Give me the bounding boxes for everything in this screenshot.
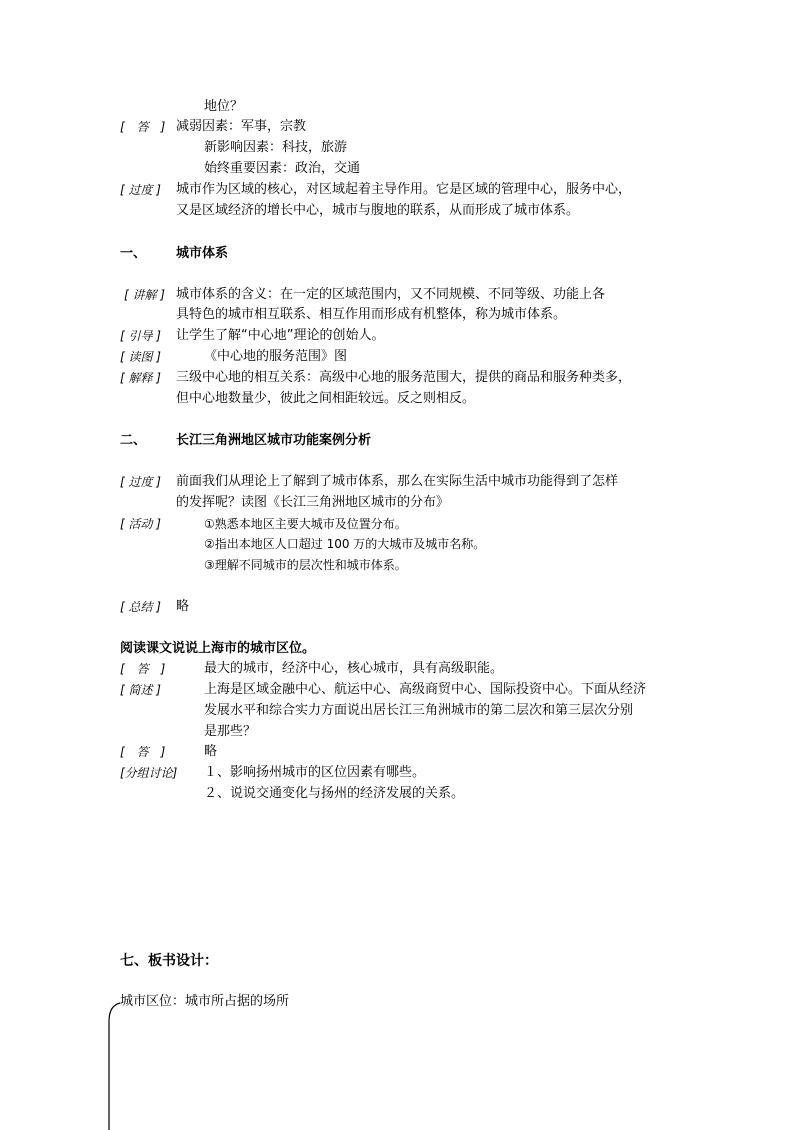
text-line: 新影响因素：科技，旅游 — [204, 140, 348, 155]
text-line: ②指出本地区人口超过 100 万的大城市及城市名称。 — [204, 537, 486, 551]
label-tag: [ 答 ] — [120, 662, 166, 676]
label-tag: [ 解释 ] — [120, 371, 161, 385]
label-tag: [ 活动 ] — [120, 517, 161, 531]
text-line: 是那些？ — [204, 724, 257, 739]
label-tag: [分组讨论] — [120, 766, 178, 780]
label-tag: [ 读图 ] — [120, 350, 161, 364]
label-tag: [ 简述 ] — [120, 683, 161, 697]
text-line: 让学生了解“中心地”理论的创始人。 — [176, 328, 385, 343]
section-heading: 城市体系 — [176, 246, 229, 261]
text-line: 城市区位：城市所占据的场所 — [120, 994, 290, 1009]
label-tag: [ 总结 ] — [120, 600, 161, 614]
text-line: 又是区域经济的增长中心，城市与腹地的联系，从而形成了城市体系。 — [176, 203, 580, 218]
text-line: 《中心地的服务范围》图 — [204, 349, 348, 364]
text-line: 具特色的城市相互联系、相互作用而形成有机整体，称为城市体系。 — [176, 307, 567, 322]
text-line: ③理解不同城市的层次性和城市体系。 — [204, 558, 407, 572]
label-tag: [ 答 ] — [120, 120, 166, 134]
text-line: ２、说说交通变化与扬州的经济发展的关系。 — [204, 786, 465, 801]
text-line: 略 — [204, 744, 218, 759]
label-tag: [ 过度 ] — [120, 183, 161, 197]
section-heading: 七、板书设计： — [120, 953, 218, 969]
text-line: 三级中心地的相互关系：高级中心地的服务范围大，提供的商品和服务种类多， — [176, 370, 632, 385]
text-line: ①熟悉本地区主要大城市及位置分布。 — [204, 517, 407, 531]
subsection-heading: 阅读课文说说上海市的城市区位。 — [120, 641, 316, 656]
text-line: 前面我们从理论上了解到了城市体系，那么在实际生活中城市功能得到了怎样 — [176, 474, 619, 489]
section-number: 二、 — [120, 433, 147, 448]
text-line: 地位？ — [204, 99, 244, 114]
text-line: １、影响扬州城市的区位因素有哪些。 — [204, 765, 426, 780]
text-line: 发展水平和综合实力方面说出居长江三角洲城市的第二层次和第三层次分别 — [204, 703, 634, 718]
text-line: 略 — [176, 599, 190, 614]
text-line: 的发挥呢？读图《长江三角洲地区城市的分布》 — [176, 495, 450, 510]
text-line: 城市作为区域的核心，对区域起着主导作用。它是区域的管理中心，服务中心， — [176, 182, 632, 197]
brace-line — [104, 1000, 124, 1130]
text-line: 上海是区域金融中心、航运中心、高级商贸中心、国际投资中心。下面从经济 — [204, 682, 647, 697]
section-heading: 长江三角洲地区城市功能案例分析 — [176, 433, 372, 448]
text-line: 减弱因素：军事，宗教 — [176, 119, 307, 134]
text-line: 但中心地数量少，彼此之间相距较远。反之则相反。 — [176, 391, 476, 406]
label-tag: [ 答 ] — [120, 745, 166, 759]
text-line: 城市体系的含义：在一定的区域范围内，又不同规模、不同等级、功能上各 — [176, 287, 606, 302]
label-tag: [ 讲解 ] — [124, 288, 165, 302]
section-number: 一、 — [120, 246, 147, 261]
text-line: 始终重要因素：政治，交通 — [204, 161, 361, 176]
label-tag: [ 过度 ] — [120, 475, 161, 489]
text-line: 最大的城市，经济中心，核心城市，具有高级职能。 — [204, 661, 504, 676]
label-tag: [ 引导 ] — [120, 329, 161, 343]
